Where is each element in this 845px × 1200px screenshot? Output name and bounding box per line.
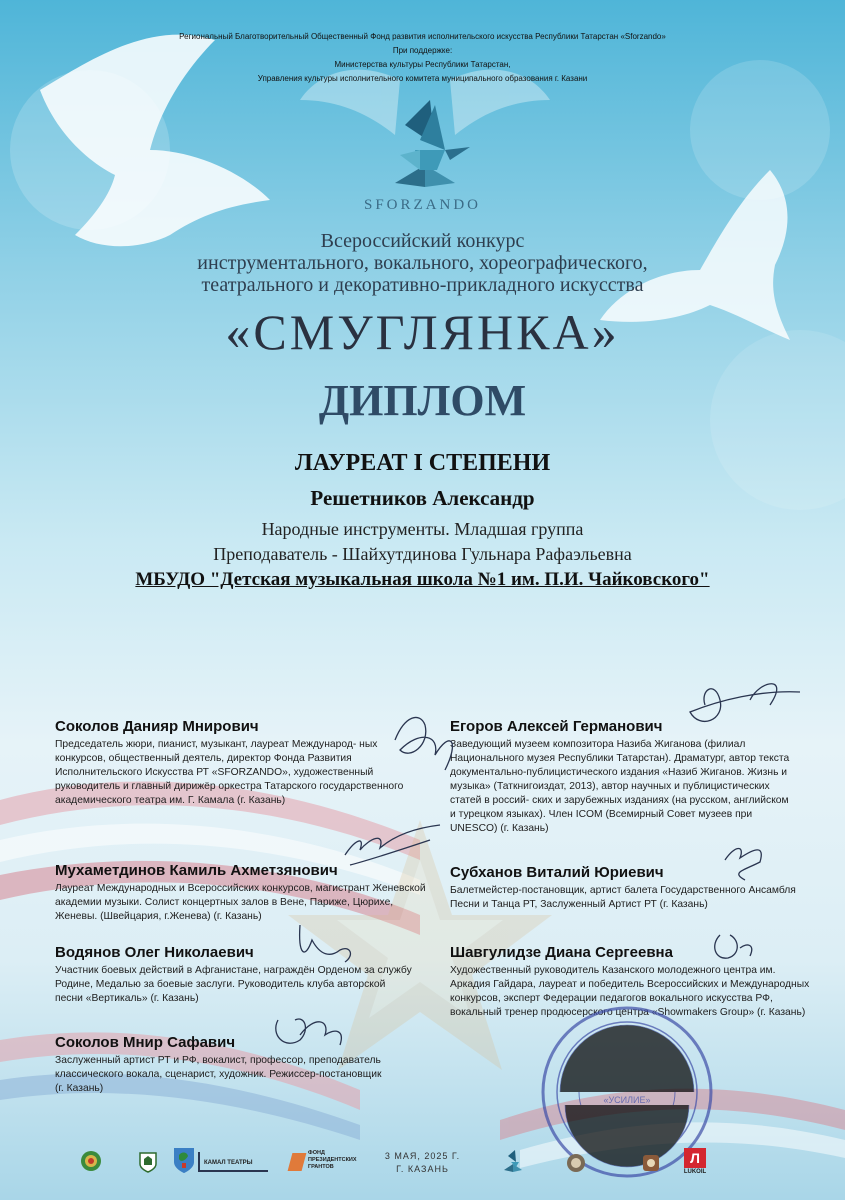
grants-logo-line-2: ПРЕЗИДЕНТСКИХ <box>308 1157 357 1163</box>
school-name: МБУДО "Детская музыкальная школа №1 им. П.И. Чайковского" <box>135 569 710 590</box>
lukoil-logo <box>680 1148 710 1178</box>
grants-logo-line-3: ГРАНТОВ <box>308 1164 334 1170</box>
jury-name: Соколов Данияр Мнирович <box>55 718 259 735</box>
contest-line-2: инструментального, вокального, хореографического, <box>197 252 648 274</box>
jury-member <box>450 717 795 836</box>
teacher-line: Преподаватель - Шайхутдинова Гульнара Рафаэльевна <box>213 544 632 564</box>
laureate-degree: ЛАУРЕАТ I СТЕПЕНИ <box>294 450 551 476</box>
seal-center-text-2: «УСИЛИЕ» <box>603 1095 651 1105</box>
supporter-line-2: Управления культуры исполнительного комитета муниципального образования г. Казани <box>257 74 588 83</box>
jury-description: Участник боевых действий в Афганистане, награждён Орденом за службу Родине, Медалью за боевые заслуги. Руководитель клуба авторской песни «Вертикаль» (г. Казань) <box>55 965 412 1004</box>
jury-member <box>450 863 805 912</box>
nomination-category: Народные инструменты. Младшая группа <box>261 519 584 539</box>
lukoil-mark-icon: Л <box>684 1148 706 1168</box>
grants-logo-line-1: ФОНД <box>308 1150 325 1156</box>
tatarstan-emblem-logo <box>80 1150 102 1172</box>
sforzando-bird-logo <box>375 95 475 195</box>
jury-member <box>55 861 430 924</box>
support-label: При поддержке: <box>392 46 453 55</box>
kamal-theatre-logo <box>198 1152 268 1172</box>
jury-description: Председатель жюри, пианист, музыкант, лауреат Международ- ных конкурсов, общественный деятель, директор Фонда Развития Исполнительского Искусства РТ «SFORZANDO», художественный руководитель и главный дирижёр оркестра Татарского государственного академического театра им. Г. Камала (г. Казань) <box>55 739 404 806</box>
contest-description <box>0 230 845 296</box>
kazan-city-emblem-logo <box>170 1145 198 1175</box>
ministry-culture-logo <box>137 1150 159 1174</box>
diploma-title: ДИПЛОМ <box>318 376 527 425</box>
jury-name: Егоров Алексей Германович <box>450 718 663 735</box>
jury-description: Лауреат Международных и Всероссийских конкурсов, магистрант Женевской академии музыки. Солист концертных залов в Вене, Париже, Цюрихе, Женевы. (Швейцария, г.Женева) (г. Казань) <box>55 883 426 922</box>
sforzando-small-logo <box>500 1148 526 1174</box>
jury-member <box>55 1033 385 1096</box>
jury-name: Субханов Виталий Юриевич <box>450 864 664 881</box>
jury-name: Соколов Мнир Сафавич <box>55 1034 236 1051</box>
jury-name: Шавгулидзе Диана Сергеевна <box>450 944 673 961</box>
jury-name: Мухаметдинов Камиль Ахметзянович <box>55 862 338 879</box>
jury-description: Балетмейстер-постановщик, артист балета Государственного Ансамбля Песни и Танца РТ, Заслуженный Артист РТ (г. Казань) <box>450 885 796 910</box>
contest-title: «СМУГЛЯНКА» <box>225 304 620 360</box>
issue-date-block <box>370 1150 475 1176</box>
issue-city: Г. КАЗАНЬ <box>396 1164 449 1174</box>
organizer-line: Региональный Благотворительный Общественный Фонд развития исполнительского искусства Республики Татарстан «Sforzando» <box>179 32 666 41</box>
recipient-name: Решетников Александр <box>310 486 535 510</box>
jury-member <box>55 943 415 1006</box>
jury-description: Заведующий музеем композитора Назиба Жиганова (филиал Национального музея Республики Татарстан). Драматург, автор текста документально-публицистического издания «Назиб Жиганов. Жизнь и музыка» (Таткнигоиздат, 2013), автор научных и публицистических статей в россий- ских и зарубежных изданиях (на русском, английском и турецком языках). Член ICOM (Всемирный Совет музеев при UNESCO) (г. Казань) <box>450 739 790 834</box>
jury-member <box>55 717 415 808</box>
partner-emblem-logo <box>565 1152 587 1174</box>
jury-description: Художественный руководитель Казанского молодежного центра им. Аркадия Гайдара, лауреат и победитель Всероссийских и Международных конкурсов, эксперт Федерации педагогов вокального искусства РФ, вокальный тренер продюсерского центра «Showmakers Group» (г. Казань) <box>450 965 810 1018</box>
kamal-theatre-logo-text: КАМАЛ ТЕАТРЫ <box>204 1160 253 1166</box>
presidential-grants-fund-logo <box>290 1150 370 1176</box>
jury-name: Водянов Олег Николаевич <box>55 944 254 961</box>
issue-date: 3 МАЯ, 2025 Г. <box>384 1151 461 1161</box>
supporter-line-1: Министерства культуры Республики Татарстан, <box>334 60 511 69</box>
partner-second-logo <box>640 1152 662 1174</box>
header-block <box>0 30 845 86</box>
contest-line-3: театрального и декоративно-прикладного искусства <box>201 274 644 296</box>
contest-line-1: Всероссийский конкурс <box>320 230 525 252</box>
jury-description: Заслуженный артист РТ и РФ, вокалист, профессор, преподаватель классического вокала, сценарист, художник. Режиссер-постановщик (г. Казань) <box>55 1055 382 1094</box>
logo-wordmark: SFORZANDO <box>363 197 481 213</box>
lukoil-logo-text: LUKOIL <box>683 1169 707 1175</box>
